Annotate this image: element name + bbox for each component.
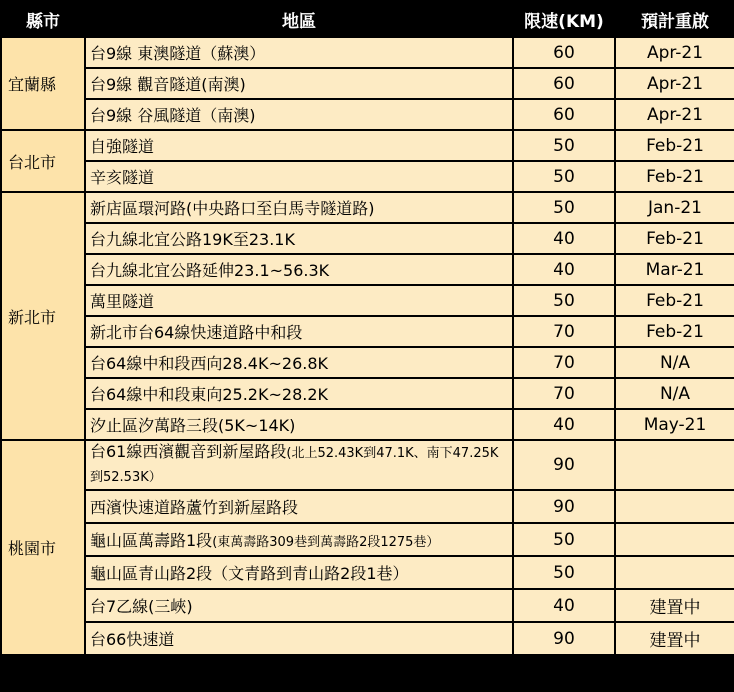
area-cell	[85, 523, 513, 556]
area-cell: 辛亥隧道	[85, 161, 513, 192]
area-note: (北上52.43K到47.1K、南下47.25K到52.53K）	[90, 446, 499, 485]
speed-cell: 50	[513, 192, 615, 223]
area-cell: 台九線北宜公路19K至23.1K	[85, 223, 513, 254]
area-cell: 新北市台64線快速道路中和段	[85, 316, 513, 347]
restart-cell: Mar-21	[615, 254, 734, 285]
area-cell: 新店區環河路(中央路口至白馬寺隧道路)	[85, 192, 513, 223]
speed-cell: 50	[513, 130, 615, 161]
restart-cell	[615, 490, 734, 523]
restart-cell	[615, 523, 734, 556]
table-row	[1, 589, 734, 622]
speed-cell: 40	[513, 254, 615, 285]
restart-cell: Apr-21	[615, 99, 734, 130]
area-main: 龜山區萬壽路1段	[90, 531, 213, 550]
table-row	[1, 37, 734, 68]
table-row	[1, 440, 734, 490]
speed-cell: 40	[513, 223, 615, 254]
table-row	[1, 99, 734, 130]
restart-cell: Feb-21	[615, 285, 734, 316]
area-cell: 台66快速道	[85, 622, 513, 655]
area-cell: 台九線北宜公路延伸23.1~56.3K	[85, 254, 513, 285]
speed-cell: 60	[513, 68, 615, 99]
speed-cell: 90	[513, 440, 615, 490]
area-cell: 汐止區汐萬路三段(5K~14K)	[85, 409, 513, 440]
table-row	[1, 622, 734, 655]
table-row	[1, 490, 734, 523]
speed-cell: 50	[513, 523, 615, 556]
county-cell: 新北市	[1, 192, 85, 440]
header-row	[1, 1, 734, 37]
speed-cell: 70	[513, 378, 615, 409]
table-row	[1, 316, 734, 347]
area-cell: 台9線 谷風隧道（南澳)	[85, 99, 513, 130]
restart-cell: 建置中	[615, 589, 734, 622]
restart-cell: Feb-21	[615, 223, 734, 254]
table-row	[1, 254, 734, 285]
table-row	[1, 556, 734, 589]
table-row	[1, 285, 734, 316]
restart-cell: N/A	[615, 378, 734, 409]
restart-cell: Apr-21	[615, 68, 734, 99]
county-cell: 宜蘭縣	[1, 37, 85, 130]
restart-cell: Apr-21	[615, 37, 734, 68]
speed-cell: 60	[513, 99, 615, 130]
area-cell: 台9線 觀音隧道(南澳)	[85, 68, 513, 99]
speed-cell: 60	[513, 37, 615, 68]
area-cell: 龜山區青山路2段（文青路到青山路2段1巷）	[85, 556, 513, 589]
restart-cell: Feb-21	[615, 316, 734, 347]
speed-cell: 70	[513, 316, 615, 347]
restart-cell: Jan-21	[615, 192, 734, 223]
header-county: 縣市	[1, 1, 85, 37]
area-cell: 萬里隧道	[85, 285, 513, 316]
area-cell: 台7乙線(三峽)	[85, 589, 513, 622]
area-main: 台61線西濱觀音到新屋路段	[90, 442, 287, 461]
speed-cell: 90	[513, 490, 615, 523]
speed-cell: 50	[513, 556, 615, 589]
restart-cell: 建置中	[615, 622, 734, 655]
restart-cell: Feb-21	[615, 161, 734, 192]
table-row	[1, 409, 734, 440]
restart-cell	[615, 556, 734, 589]
speed-cell: 50	[513, 285, 615, 316]
table-row	[1, 223, 734, 254]
restart-cell	[615, 440, 734, 490]
table-row	[1, 161, 734, 192]
speed-cell: 50	[513, 161, 615, 192]
restart-cell: Feb-21	[615, 130, 734, 161]
area-cell: 台64線中和段東向25.2K~28.2K	[85, 378, 513, 409]
area-cell: 西濱快速道路蘆竹到新屋路段	[85, 490, 513, 523]
county-cell: 桃園市	[1, 440, 85, 655]
header-area: 地區	[85, 1, 513, 37]
area-cell	[85, 440, 513, 490]
restart-cell: May-21	[615, 409, 734, 440]
header-restart: 預計重啟	[615, 1, 734, 37]
table-row	[1, 378, 734, 409]
area-note: (東萬壽路309巷到萬壽路2段1275巷）	[212, 535, 440, 550]
area-cell: 台64線中和段西向28.4K~26.8K	[85, 347, 513, 378]
restart-cell: N/A	[615, 347, 734, 378]
area-cell: 自強隧道	[85, 130, 513, 161]
area-cell: 台9線 東澳隧道（蘇澳）	[85, 37, 513, 68]
speed-cell: 70	[513, 347, 615, 378]
speed-cell: 40	[513, 589, 615, 622]
table-row	[1, 347, 734, 378]
table-row	[1, 68, 734, 99]
speed-cell: 40	[513, 409, 615, 440]
header-speed: 限速(KM)	[513, 1, 615, 37]
speed-cell: 90	[513, 622, 615, 655]
table-row	[1, 130, 734, 161]
county-cell: 台北市	[1, 130, 85, 192]
table-row	[1, 192, 734, 223]
table-row	[1, 523, 734, 556]
